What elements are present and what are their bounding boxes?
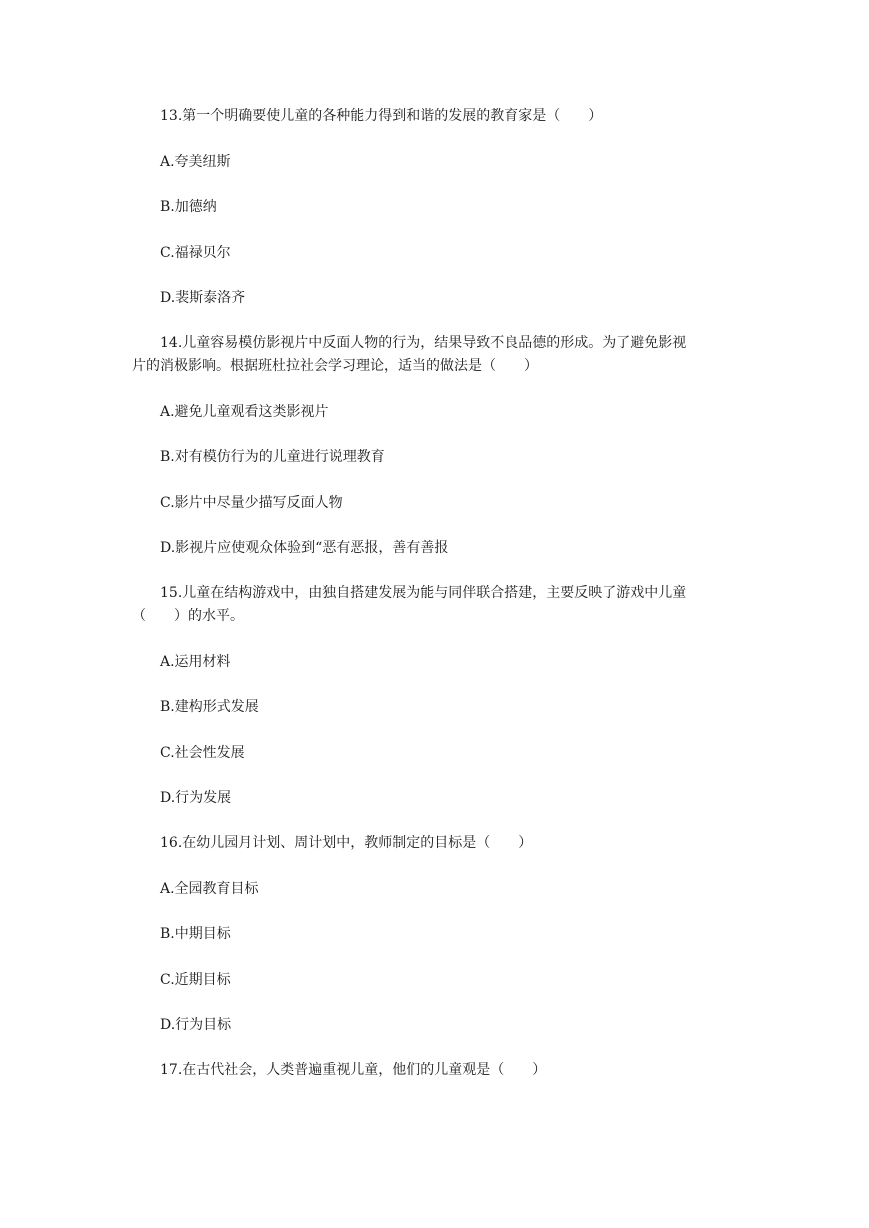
question-13-stem: 13.第一个明确要使儿童的各种能力得到和谐的发展的教育家是（ ） [160, 108, 603, 124]
question-14-stem-line-1: 14.儿童容易模仿影视片中反面人物的行为，结果导致不良品德的形成。为了避免影视 [160, 335, 687, 351]
question-16-option-b: B.中期目标 [160, 926, 231, 942]
question-15-option-a: A.运用材料 [160, 654, 231, 670]
question-15-option-b: B.建构形式发展 [160, 699, 259, 715]
question-14-stem-line-2: 片的消极影响。根据班杜拉社会学习理论，适当的做法是（ ） [132, 358, 538, 374]
question-15-option-c: C.社会性发展 [160, 745, 245, 761]
question-16-option-d: D.行为目标 [160, 1017, 232, 1033]
question-13-option-b: B.加德纳 [160, 199, 217, 215]
question-15-stem-line-1: 15.儿童在结构游戏中，由独自搭建发展为能与同伴联合搭建，主要反映了游戏中儿童 [160, 585, 687, 601]
question-13-option-c: C.福禄贝尔 [160, 245, 231, 261]
question-16-stem: 16.在幼儿园月计划、周计划中，教师制定的目标是（ ） [160, 835, 533, 851]
question-13-option-d: D.裴斯泰洛齐 [160, 290, 246, 306]
question-15-stem-line-2: （ ）的水平。 [132, 608, 244, 624]
question-14-option-c: C.影片中尽量少描写反面人物 [160, 495, 343, 511]
question-16-option-c: C.近期目标 [160, 972, 231, 988]
question-14-option-a: A.避免儿童观看这类影视片 [160, 404, 329, 420]
question-17-stem: 17.在古代社会，人类普遍重视儿童，他们的儿童观是（ ） [160, 1062, 547, 1078]
question-15-option-d: D.行为发展 [160, 790, 232, 806]
question-14-option-b: B.对有模仿行为的儿童进行说理教育 [160, 449, 385, 465]
question-16-option-a: A.全园教育目标 [160, 881, 259, 897]
question-14-option-d: D.影视片应使观众体验到“恶有恶报，善有善报 [160, 540, 449, 556]
question-13-option-a: A.夸美纽斯 [160, 154, 231, 170]
